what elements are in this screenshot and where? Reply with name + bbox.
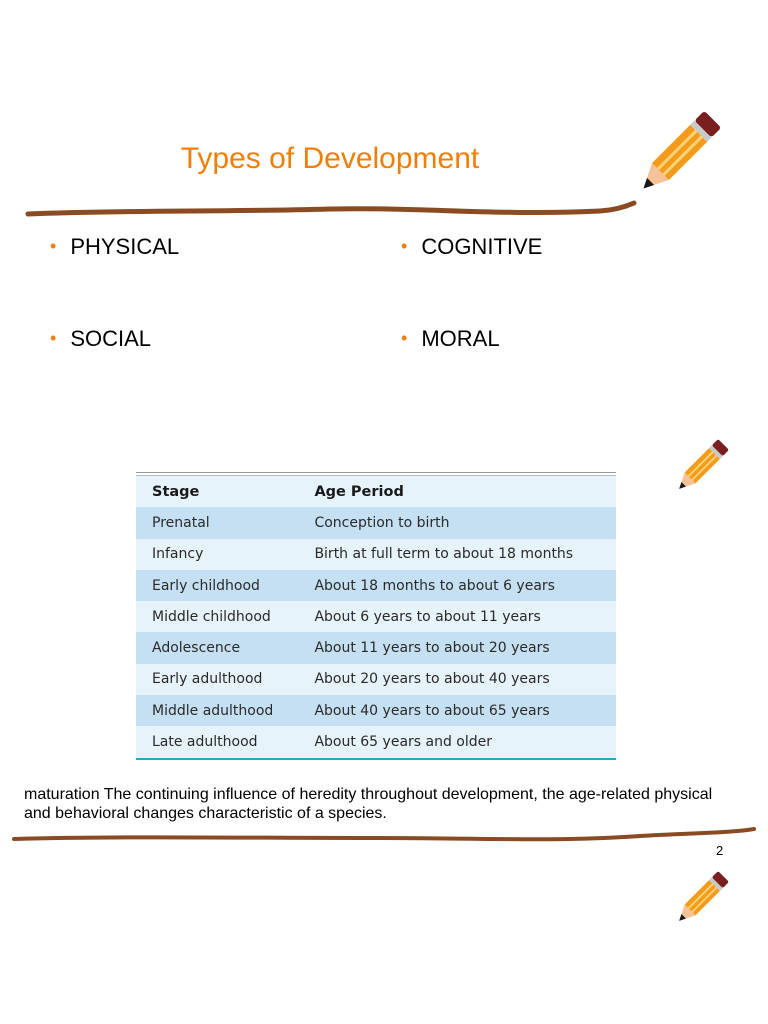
- pencil-icon: [668, 868, 732, 932]
- table-row: [136, 726, 616, 757]
- table-row: [136, 570, 616, 601]
- pencil-icon: [626, 106, 726, 206]
- slide-title: Types of Development: [180, 142, 480, 175]
- bullet-cognitive: • COGNITIVE: [401, 234, 543, 259]
- table-row: [136, 695, 616, 726]
- age-cell: Conception to birth: [314, 514, 450, 531]
- table-row: [136, 539, 616, 570]
- stage-cell: Early adulthood: [152, 671, 263, 688]
- bullet-dot: •: [50, 236, 57, 256]
- stage-cell: Early childhood: [152, 577, 260, 594]
- age-cell: Birth at full term to about 18 months: [314, 546, 574, 563]
- header-age-period: Age Period: [314, 483, 404, 500]
- bullet-moral: • MORAL: [401, 326, 500, 351]
- age-cell: About 20 years to about 40 years: [314, 671, 550, 688]
- bullet-dot: •: [401, 328, 408, 348]
- age-cell: About 18 months to about 6 years: [314, 577, 555, 594]
- pencil-icon: [668, 436, 732, 500]
- age-cell: About 65 years and older: [314, 734, 493, 751]
- stage-cell: Adolescence: [152, 640, 241, 657]
- table-row: [136, 507, 616, 538]
- age-cell: About 11 years to about 20 years: [314, 640, 550, 657]
- stage-table: [136, 472, 616, 760]
- table-row: [136, 601, 616, 632]
- table-row: [136, 632, 616, 663]
- stage-cell: Late adulthood: [152, 734, 258, 751]
- age-cell: About 6 years to about 11 years: [314, 608, 541, 625]
- stage-cell: Infancy: [152, 546, 204, 563]
- bullet-dot: •: [50, 328, 57, 348]
- bullet-physical: • PHYSICAL: [50, 234, 180, 259]
- stage-cell: Middle adulthood: [152, 702, 274, 719]
- table-header-row: [136, 476, 616, 507]
- maturation-definition: maturation The continuing influence of heredity throughout development, the age-related physical and behavioral changes characteristic of a species.: [24, 786, 713, 822]
- stage-cell: Prenatal: [152, 514, 210, 531]
- bullet-dot: •: [401, 236, 408, 256]
- bullet-social: • SOCIAL: [50, 326, 152, 351]
- stage-cell: Middle childhood: [152, 608, 271, 625]
- page-number: 2: [716, 843, 724, 858]
- table-row: [136, 664, 616, 695]
- header-stage: Stage: [152, 483, 200, 500]
- age-cell: About 40 years to about 65 years: [314, 702, 550, 719]
